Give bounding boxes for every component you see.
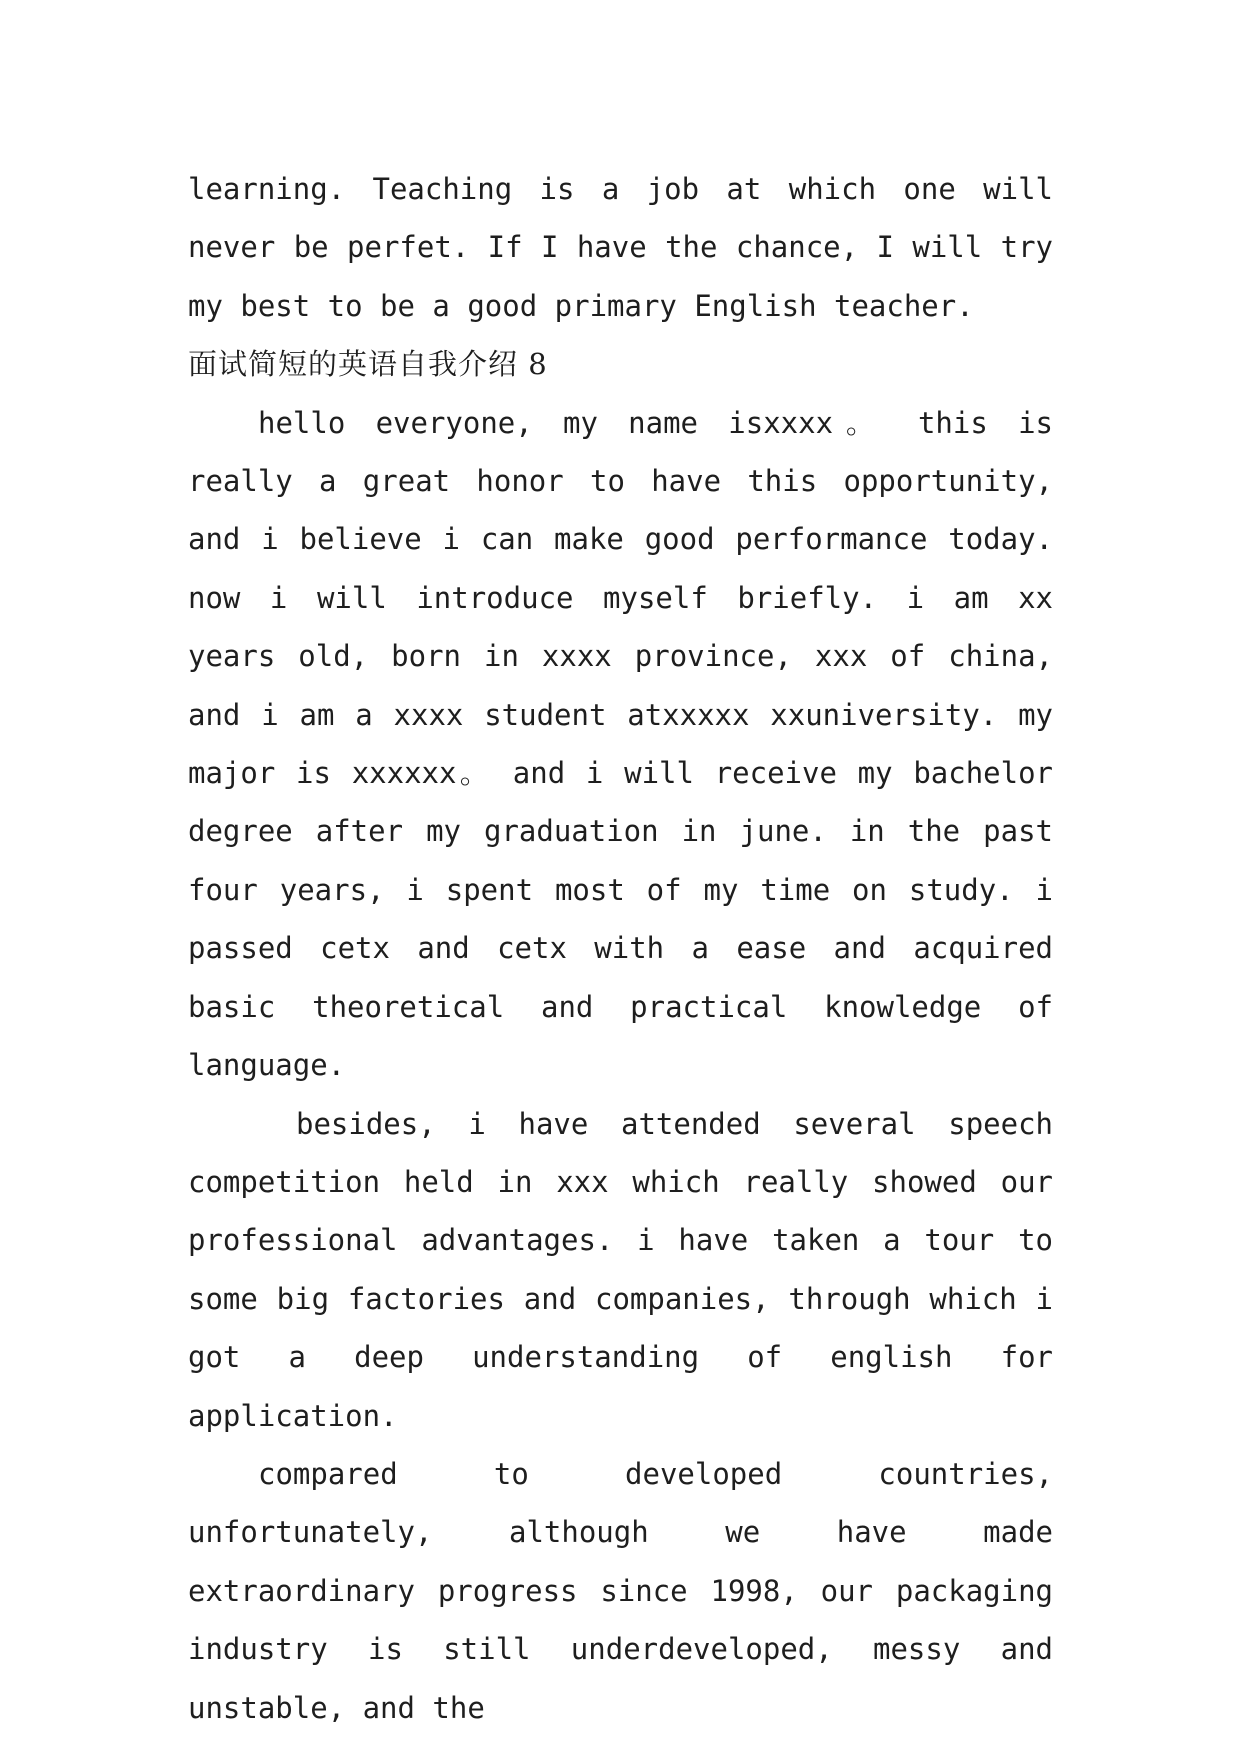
section-title: 面试简短的英语自我介绍 8 (188, 347, 548, 382)
continuation-paragraph: learning. Teaching is a job at which one will never be perfet. If I have the chance, I will try my best to be a good primary English teacher. (188, 172, 1053, 323)
document-body (188, 160, 1053, 1737)
paragraph-compared: compared to developed countries, unfortunately, although we have made extraordinary progress since 1998, our packaging industry is still underdeveloped, messy and unstable, and the (188, 1456, 1053, 1725)
paragraph-besides: besides, i have attended several speech competition held in xxx which really showed our professional advantages. i have taken a tour to some big factories and companies, through which i got a deep understanding of english for application. (188, 1106, 1053, 1433)
paragraph-intro: hello everyone, my name isxxxx。 this is really a great honor to have this opportunity, and i believe i can make good performance today. now i will introduce myself briefly. i am xx years old, born in xxxx province, xxx of china, and i am a xxxx student atxxxxx xxuniversity. my major is xxxxxx。 and i will receive my bachelor degree after my graduation in june. in the past four years, i spent most of my time on study. i passed cetx and cetx with a ease and acquired basic theoretical and practical knowledge of language. (188, 405, 1053, 1083)
